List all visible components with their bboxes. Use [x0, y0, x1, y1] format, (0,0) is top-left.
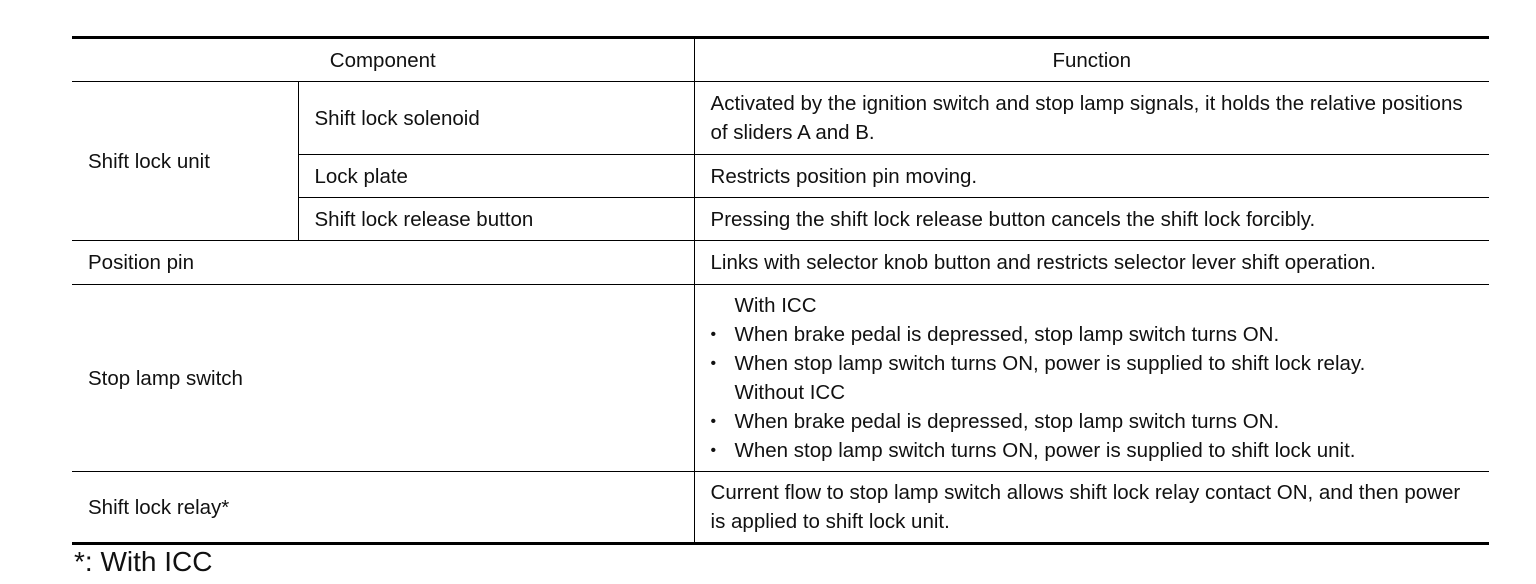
function-shift-lock-release-button: Pressing the shift lock release button cancels the shift lock forcibly.	[694, 198, 1489, 241]
function-list	[711, 291, 1474, 465]
table-header-row	[72, 38, 1489, 82]
list-item: • When stop lamp switch turns ON, power is supplied to shift lock unit.	[711, 436, 1474, 465]
list-item: Without ICC	[734, 381, 846, 404]
list-item: • When stop lamp switch turns ON, power is supplied to shift lock relay.	[711, 349, 1474, 378]
subcomponent-shift-lock-release-button: Shift lock release button	[298, 198, 694, 241]
footnote: *: With ICC	[74, 546, 213, 577]
function-lock-plate: Restricts position pin moving.	[694, 155, 1489, 198]
table-row	[72, 241, 1489, 285]
list-item: • When brake pedal is depressed, stop lamp switch turns ON.	[711, 320, 1474, 349]
header-component: Component	[72, 38, 694, 82]
table-row	[72, 285, 1489, 472]
function-shift-lock-relay: Current flow to stop lamp switch allows shift lock relay contact ON, and then power is applied to shift lock unit.	[694, 472, 1489, 544]
table-row	[72, 82, 1489, 155]
component-shift-lock-relay: Shift lock relay*	[72, 472, 694, 544]
list-item: • When brake pedal is depressed, stop lamp switch turns ON.	[711, 407, 1474, 436]
function-shift-lock-solenoid: Activated by the ignition switch and stop lamp signals, it holds the relative positions of sliders A and B.	[694, 82, 1489, 155]
subcomponent-shift-lock-solenoid: Shift lock solenoid	[298, 82, 694, 155]
function-position-pin: Links with selector knob button and restricts selector lever shift operation.	[694, 241, 1489, 285]
header-function: Function	[694, 38, 1489, 82]
function-stop-lamp-switch	[694, 285, 1489, 472]
component-position-pin: Position pin	[72, 241, 694, 285]
list-item: With ICC	[734, 294, 817, 317]
component-shift-lock-unit: Shift lock unit	[72, 82, 298, 241]
component-function-table	[72, 36, 1489, 545]
table-row	[72, 472, 1489, 544]
component-stop-lamp-switch: Stop lamp switch	[72, 285, 694, 472]
subcomponent-lock-plate: Lock plate	[298, 155, 694, 198]
